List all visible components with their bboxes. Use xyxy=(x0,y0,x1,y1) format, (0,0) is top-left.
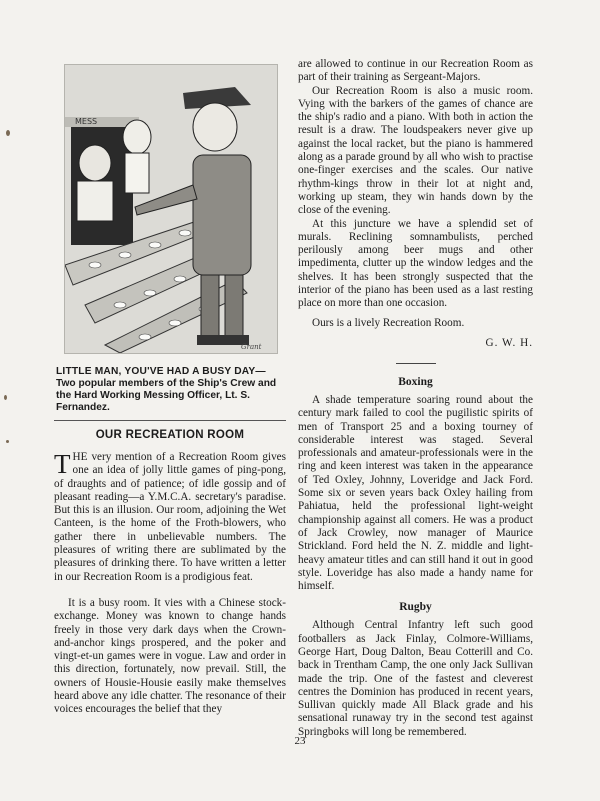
recreation-room-paragraph-1: THE very mention of a Recreation Room gives one an idea of jolly little games of ping-pong, of draughts and of patience; of idle gossip and of pleasant reading—a Y.M.C.A. secretary's paradise. But this is an illusion. Our room, adjoining the Wet Canteen, is the home of the Froth-blowers, who gather there in unbelievable numbers. The pleasures of writing there are sublimated by the pleasures of drinking there. To have written a letter in our Recreation Room is a prodigious feat. xyxy=(54,449,286,583)
page-number: 23 xyxy=(294,735,306,747)
cartoon-illustration xyxy=(64,64,278,354)
recreation-room-paragraph-3: Our Recreation Room is also a music room. Vying with the barkers of the games of chance are the ship's radio and a piano. With both in action the result is a draw. The loudspeakers never give up against the local racket, but the piano is hammered along as a parade ground by all who wish to practise one-finger exercises and the scales. Our native rhythm-kings throw in their lot at night and, working up steam, they win hands down by the close of the evening. xyxy=(298,84,533,217)
recreation-room-paragraph-2: It is a busy room. It vies with a Chinese stock-exchange. Money was known to change hands freely in those very dark days when the Crown-and-anchor kings prospered, and the poker and vingt-et-un games were in vogue. Law and order in this direction, fortunately, now prevail. Still, the owners of Housie-Housie easily make themselves heard above any idle chatter. The resonance of their voices encourages the belief that they xyxy=(54,596,286,716)
rugby-title: Rugby xyxy=(399,601,432,614)
author-signature: G. W. H. xyxy=(485,336,533,349)
recreation-room-title: OUR RECREATION ROOM xyxy=(95,429,245,441)
caption-lead: LITTLE MAN, YOU'VE HAD A BUSY DAY— xyxy=(56,366,266,377)
recreation-room-paragraph-2-continued: are allowed to continue in our Recreation Room as part of their training as Sergeant-Majors. xyxy=(298,58,533,84)
binding-mark xyxy=(6,440,9,443)
left-column xyxy=(54,64,286,717)
boxing-title: Boxing xyxy=(398,375,433,388)
boxing-paragraph: A shade temperature soaring round about the century mark failed to cool the pugilistic spirits of men of Transport 25 and a boxing tourney of considerable interest was staged. Several professionals and amateur-professionals were in the ring and keen interest was taken in the appearance of Ted Oxley, Johnny, Loveridge and Jack Ford. Some six or seven years back Oxley hailing from Pahiatua, held the professional light-weight championship against all comers. He was a product of Jack Crowley, now manager of Maurice Strickland. Ford held the N. Z. middle and light-heavy amateur titles and can still hand it out in good style. Loveridge has also made a handy name for himself. xyxy=(298,393,533,593)
rugby-paragraph: Although Central Infantry left such good footballers as Jack Finlay, Colmore-Williams, George Hart, Doug Dalton, Beau Cotterill and Co. back in Trentham Camp, the one only Jack Sullivan made the trip. One of the fastest and cleverest centres the Dominion has produced in recent years, Sullivan quickly made All Black grade and his sensational runaway try in the second test against Springboks will long be remembered. xyxy=(298,619,533,738)
mess-sign: MESS xyxy=(75,117,98,126)
section-divider xyxy=(54,420,286,421)
illustration-caption xyxy=(56,366,286,414)
cartoon-drawing xyxy=(65,65,277,353)
article-divider xyxy=(396,363,436,364)
recreation-room-paragraph-4: At this juncture we have a splendid set of murals. Reclining somnambulists, perched perilously among beer mugs and other impedimenta, clutter up the window ledges and the shelves. It has been strongly suspected that the interior of the piano has been used as a last resting place on more than one occasion. xyxy=(298,217,533,310)
right-column xyxy=(298,58,533,739)
binding-mark xyxy=(4,395,7,400)
recreation-room-paragraph-5: Ours is a lively Recreation Room. xyxy=(312,316,465,329)
caption-text: Two popular members of the Ship's Crew and the Hard Working Messing Officer, Lt. S. Fernandez. xyxy=(56,378,277,413)
binding-mark xyxy=(6,130,10,136)
artist-signature: Grant xyxy=(241,343,262,351)
